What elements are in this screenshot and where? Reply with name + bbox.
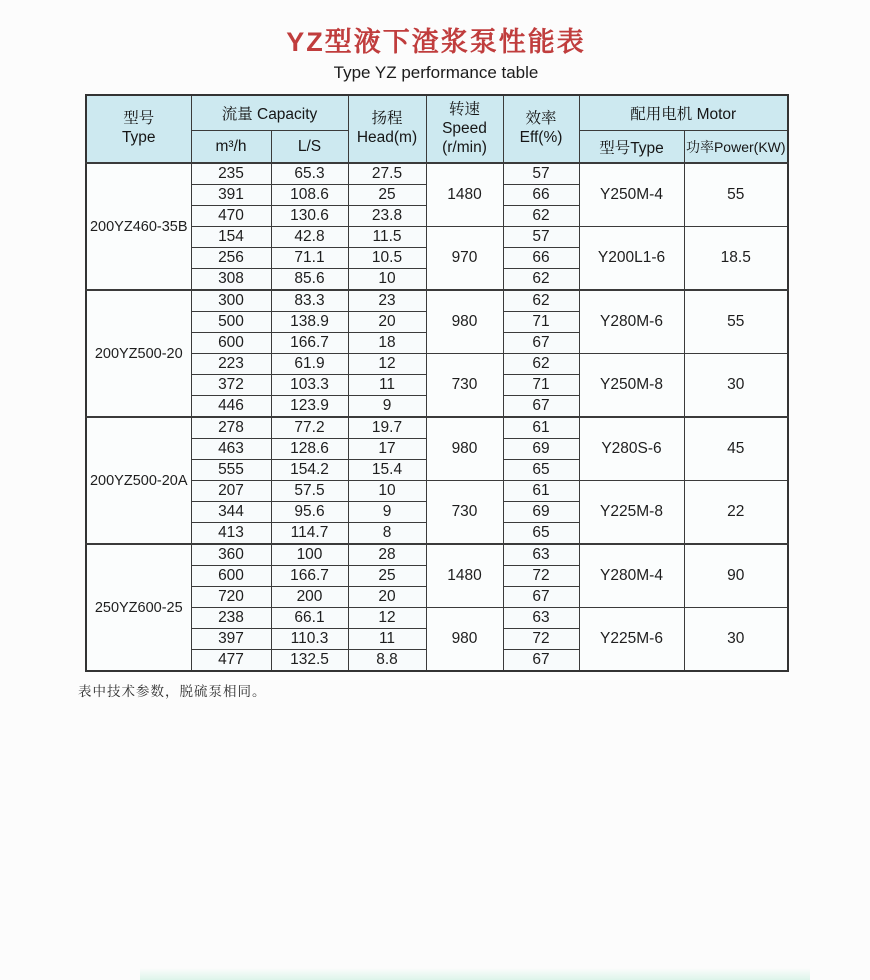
cell-capacity-ls: 100 (271, 544, 348, 566)
header-motor-type: 型号Type (579, 131, 684, 164)
cell-head: 25 (348, 185, 426, 206)
page-subtitle: Type YZ performance table (333, 63, 539, 83)
header-head-en: Head(m) (356, 129, 418, 147)
cell-eff: 65 (503, 523, 579, 545)
cell-head: 9 (348, 396, 426, 418)
cell-speed: 730 (426, 481, 503, 545)
cell-head: 12 (348, 608, 426, 629)
cell-model: 200YZ460-35B (86, 163, 191, 290)
table-row (86, 417, 788, 439)
cell-capacity-m3h: 720 (191, 587, 271, 608)
cell-head: 20 (348, 312, 426, 333)
cell-motor-type: Y280M-4 (579, 544, 684, 608)
cell-motor-power: 30 (684, 608, 788, 672)
cell-capacity-m3h: 477 (191, 650, 271, 672)
cell-capacity-m3h: 372 (191, 375, 271, 396)
cell-head: 9 (348, 502, 426, 523)
cell-motor-type: Y200L1-6 (579, 227, 684, 291)
cell-eff: 66 (503, 248, 579, 269)
cell-model: 250YZ600-25 (86, 544, 191, 671)
cell-head: 25 (348, 566, 426, 587)
cell-capacity-m3h: 256 (191, 248, 271, 269)
cell-eff: 65 (503, 460, 579, 481)
cell-head: 11 (348, 629, 426, 650)
cell-eff: 63 (503, 544, 579, 566)
cell-head: 8 (348, 523, 426, 545)
cell-head: 18 (348, 333, 426, 354)
header-speed (426, 95, 503, 163)
cell-head: 10.5 (348, 248, 426, 269)
cell-capacity-m3h: 446 (191, 396, 271, 418)
cell-eff: 71 (503, 375, 579, 396)
header-capacity-ls: L/S (271, 131, 348, 164)
table-row (86, 544, 788, 566)
header-motor-power: 功率Power(KW) (684, 131, 788, 164)
cell-head: 11 (348, 375, 426, 396)
cell-capacity-ls: 77.2 (271, 417, 348, 439)
header-model (86, 95, 191, 163)
cell-eff: 67 (503, 396, 579, 418)
cell-eff: 66 (503, 185, 579, 206)
header-motor-group: 配用电机 Motor (579, 95, 788, 131)
cell-speed: 980 (426, 417, 503, 481)
table-row (86, 163, 788, 185)
cell-capacity-ls: 128.6 (271, 439, 348, 460)
cell-capacity-m3h: 555 (191, 460, 271, 481)
cell-eff: 62 (503, 354, 579, 375)
cell-head: 19.7 (348, 417, 426, 439)
cell-eff: 62 (503, 206, 579, 227)
cell-head: 23 (348, 290, 426, 312)
cell-eff: 69 (503, 502, 579, 523)
header-head (348, 95, 426, 163)
table-row (86, 608, 788, 629)
cell-head: 28 (348, 544, 426, 566)
cell-model: 200YZ500-20 (86, 290, 191, 417)
cell-capacity-ls: 42.8 (271, 227, 348, 248)
cell-capacity-ls: 108.6 (271, 185, 348, 206)
cell-capacity-ls: 66.1 (271, 608, 348, 629)
bottom-gradient (140, 968, 810, 980)
header-eff-en: Eff(%) (519, 129, 563, 147)
cell-capacity-ls: 65.3 (271, 163, 348, 185)
cell-eff: 67 (503, 333, 579, 354)
cell-eff: 62 (503, 290, 579, 312)
cell-motor-power: 18.5 (684, 227, 788, 291)
cell-capacity-ls: 114.7 (271, 523, 348, 545)
cell-motor-type: Y250M-4 (579, 163, 684, 227)
header-model-cn: 型号 (123, 110, 155, 128)
header-speed-cn: 转速 (448, 101, 480, 119)
performance-table (85, 94, 789, 672)
cell-motor-type: Y280M-6 (579, 290, 684, 354)
table-row (86, 290, 788, 312)
cell-head: 20 (348, 587, 426, 608)
cell-eff: 63 (503, 608, 579, 629)
cell-capacity-ls: 57.5 (271, 481, 348, 502)
cell-capacity-ls: 123.9 (271, 396, 348, 418)
cell-capacity-ls: 154.2 (271, 460, 348, 481)
header-model-en: Type (121, 129, 156, 147)
cell-eff: 69 (503, 439, 579, 460)
header-speed-en: Speed (442, 119, 487, 137)
cell-head: 11.5 (348, 227, 426, 248)
cell-eff: 57 (503, 227, 579, 248)
cell-head: 23.8 (348, 206, 426, 227)
table-row (86, 354, 788, 375)
cell-head: 10 (348, 481, 426, 502)
page-title: YZ型液下渣浆泵性能表 (286, 27, 586, 57)
table-body (86, 163, 788, 671)
cell-capacity-ls: 166.7 (271, 333, 348, 354)
cell-speed: 980 (426, 290, 503, 354)
cell-speed: 970 (426, 227, 503, 291)
cell-capacity-ls: 71.1 (271, 248, 348, 269)
cell-eff: 61 (503, 417, 579, 439)
cell-capacity-ls: 103.3 (271, 375, 348, 396)
cell-capacity-m3h: 238 (191, 608, 271, 629)
cell-head: 10 (348, 269, 426, 291)
cell-capacity-m3h: 500 (191, 312, 271, 333)
cell-capacity-m3h: 397 (191, 629, 271, 650)
cell-capacity-m3h: 207 (191, 481, 271, 502)
cell-eff: 72 (503, 566, 579, 587)
cell-speed: 1480 (426, 163, 503, 227)
cell-capacity-m3h: 300 (191, 290, 271, 312)
table-row (86, 227, 788, 248)
cell-capacity-m3h: 344 (191, 502, 271, 523)
cell-motor-power: 55 (684, 290, 788, 354)
cell-motor-power: 30 (684, 354, 788, 418)
cell-motor-power: 22 (684, 481, 788, 545)
cell-motor-power: 45 (684, 417, 788, 481)
header-capacity-group: 流量 Capacity (191, 95, 348, 131)
cell-eff: 62 (503, 269, 579, 291)
cell-capacity-m3h: 308 (191, 269, 271, 291)
cell-capacity-m3h: 413 (191, 523, 271, 545)
cell-capacity-ls: 130.6 (271, 206, 348, 227)
cell-capacity-ls: 61.9 (271, 354, 348, 375)
cell-head: 8.8 (348, 650, 426, 672)
cell-eff: 61 (503, 481, 579, 502)
footnote: 表中技术参数，脱硫泵相同。 (78, 684, 267, 700)
cell-capacity-m3h: 600 (191, 566, 271, 587)
cell-eff: 72 (503, 629, 579, 650)
cell-speed: 730 (426, 354, 503, 418)
cell-capacity-ls: 83.3 (271, 290, 348, 312)
cell-motor-power: 55 (684, 163, 788, 227)
cell-speed: 1480 (426, 544, 503, 608)
cell-motor-type: Y250M-8 (579, 354, 684, 418)
header-eff-cn: 效率 (525, 110, 557, 128)
cell-motor-type: Y225M-8 (579, 481, 684, 545)
cell-capacity-m3h: 223 (191, 354, 271, 375)
cell-speed: 980 (426, 608, 503, 672)
cell-model: 200YZ500-20A (86, 417, 191, 544)
header-eff (503, 95, 579, 163)
cell-capacity-m3h: 470 (191, 206, 271, 227)
cell-head: 27.5 (348, 163, 426, 185)
cell-capacity-ls: 200 (271, 587, 348, 608)
cell-capacity-m3h: 154 (191, 227, 271, 248)
cell-capacity-m3h: 463 (191, 439, 271, 460)
cell-capacity-m3h: 391 (191, 185, 271, 206)
cell-capacity-ls: 166.7 (271, 566, 348, 587)
cell-capacity-ls: 132.5 (271, 650, 348, 672)
cell-motor-type: Y280S-6 (579, 417, 684, 481)
cell-capacity-ls: 95.6 (271, 502, 348, 523)
cell-eff: 67 (503, 650, 579, 672)
cell-motor-power: 90 (684, 544, 788, 608)
cell-motor-type: Y225M-6 (579, 608, 684, 672)
cell-eff: 67 (503, 587, 579, 608)
cell-head: 12 (348, 354, 426, 375)
cell-head: 15.4 (348, 460, 426, 481)
header-head-cn: 扬程 (371, 110, 403, 128)
cell-capacity-m3h: 235 (191, 163, 271, 185)
cell-head: 17 (348, 439, 426, 460)
cell-capacity-m3h: 278 (191, 417, 271, 439)
cell-eff: 71 (503, 312, 579, 333)
cell-eff: 57 (503, 163, 579, 185)
cell-capacity-m3h: 600 (191, 333, 271, 354)
cell-capacity-ls: 110.3 (271, 629, 348, 650)
header-speed-unit: (r/min) (442, 138, 487, 156)
cell-capacity-ls: 138.9 (271, 312, 348, 333)
cell-capacity-m3h: 360 (191, 544, 271, 566)
cell-capacity-ls: 85.6 (271, 269, 348, 291)
header-capacity-m3h: m³/h (191, 131, 271, 164)
table-row (86, 481, 788, 502)
